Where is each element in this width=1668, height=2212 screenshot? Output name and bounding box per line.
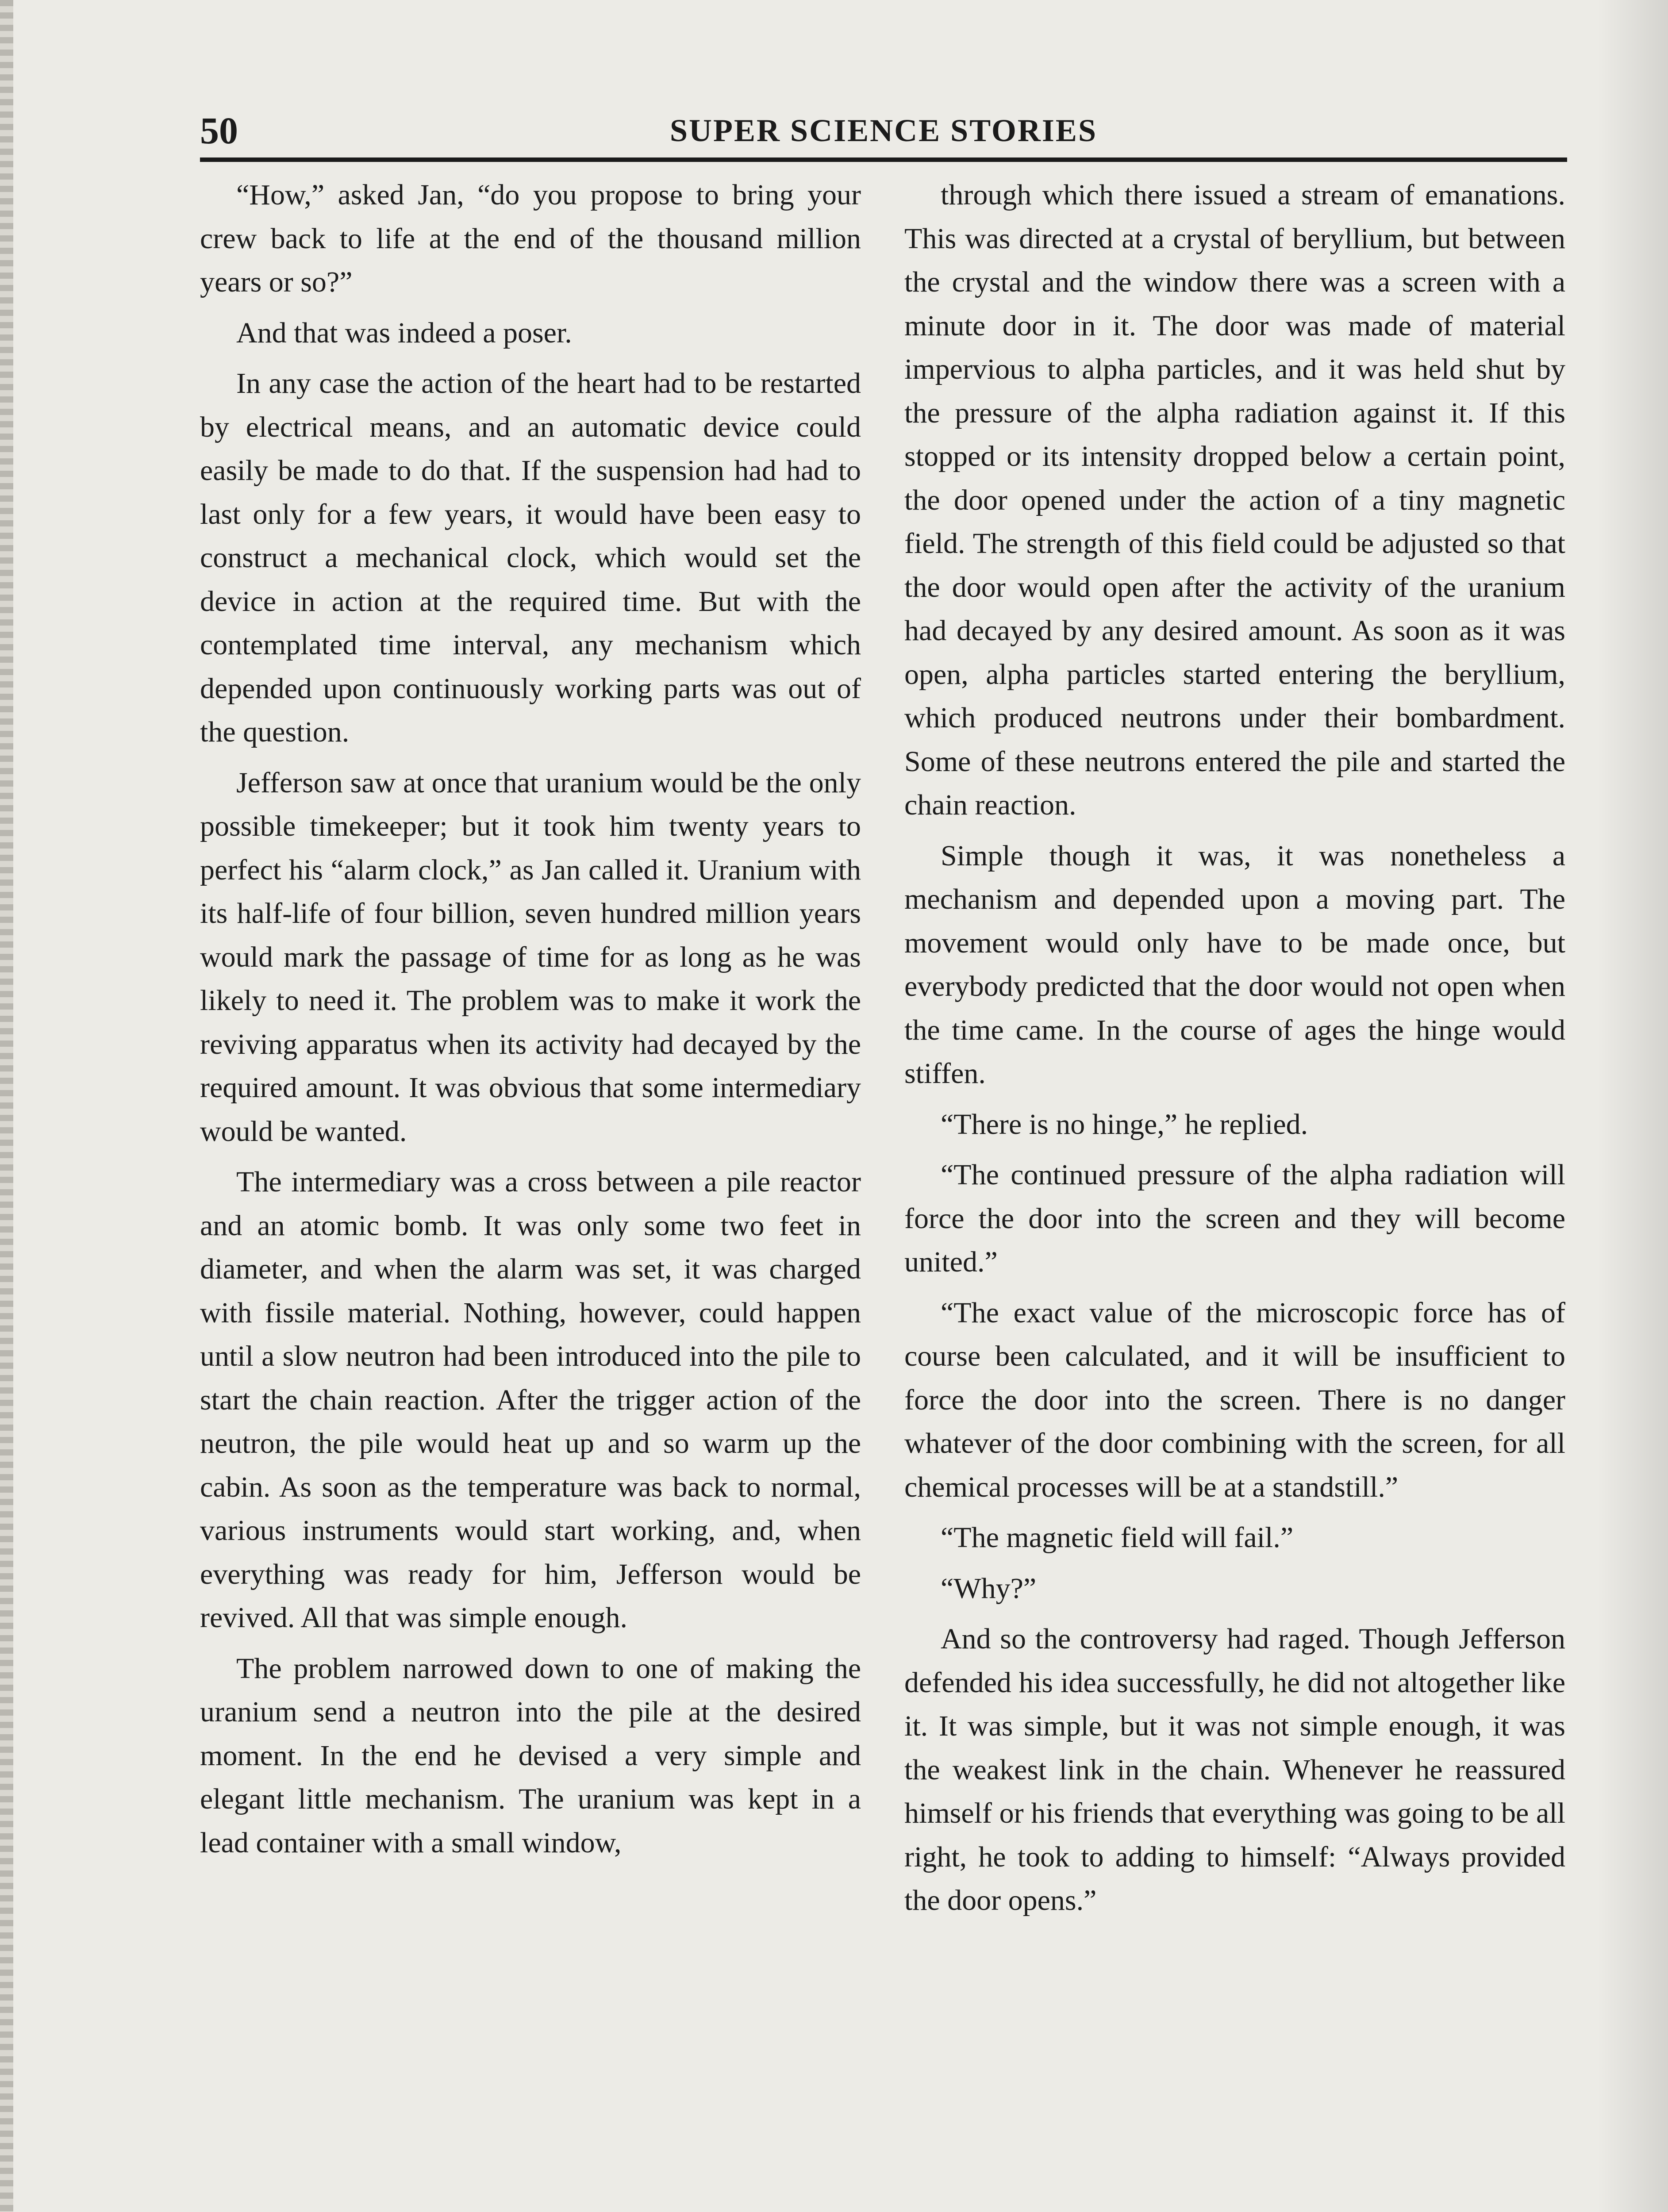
page-shadow	[1597, 0, 1668, 2212]
paragraph: “The exact value of the microscopic force has of course been calculated, and it will be insufficient to force the door into the screen. There is no danger whatever of the door combining with the screen, for all chemical processes will be at a standstill.”	[904, 1296, 1565, 1503]
page-binding-edge	[0, 0, 13, 2212]
paragraph: And so the controversy had raged. Though Jefferson defended his idea successfully, he did not altogether like it. It was simple, but it was not simple enough, it was the weakest link in the chain. Whenever he reassured himself or his friends that everything was going to be all right, he took to adding to himself: “Always provided the door opens.”	[904, 1623, 1565, 1916]
paragraph: The intermediary was a cross between a pile reactor and an atomic bomb. It was only some two feet in diameter, and when the alarm was set, it was charged with fissile material. Nothing, however, could happen until a slow neutron had been introduced into the pile to start the chain reaction. After the trigger action of the neutron, the pile would heat up and so warm up the cabin. As soon as the temperature was back to normal, various instruments would start working, and, when everything was ready for him, Jefferson would be revived. All that was simple enough.	[200, 1166, 861, 1634]
header-rule	[200, 157, 1567, 162]
paragraph: The problem narrowed down to one of making the uranium send a neutron into the pile at the desired moment. In the end he devised a very simple and elegant little mechanism. The uranium was kept in a lead container with a small window,	[200, 1652, 861, 1859]
paragraph: through which there issued a stream of emanations. This was directed at a crystal of beryllium, but between the crystal and the window there was a screen with a minute door in it. The door was made of material impervious to alpha particles, and it was held shut by the pressure of the alpha radiation against it. If this stopped or its intensity dropped below a certain point, the door opened under the action of a tiny magnetic field. The strength of this field could be adjusted so that the door would open after the activity of the uranium had decayed by any desired amount. As soon as it was open, alpha particles started entering the beryllium, which produced neutrons under their bombardment. Some of these neutrons entered the pile and started the chain reaction.	[904, 179, 1565, 821]
paragraph: “Why?”	[941, 1572, 1037, 1605]
paragraph: “How,” asked Jan, “do you propose to bring your crew back to life at the end of the thousand million years or so?”	[200, 179, 861, 298]
paragraph: Simple though it was, it was nonetheless a mechanism and depended upon a moving part. The movement would only have to be made once, but everybody predicted that the door would not open when the time came. In the course of ages the hinge would stiffen.	[904, 839, 1565, 1090]
paragraph: “The magnetic field will fail.”	[941, 1521, 1294, 1554]
paragraph: In any case the action of the heart had to be restarted by electrical means, and an automatic device could easily be made to do that. If the suspension had had to last only for a few years, it would have been easy to construct a mechanical clock, which would set the device in action at the required time. But with the contemplated time interval, any mechanism which depended upon continuously working parts was out of the question.	[200, 367, 861, 748]
left-column	[200, 173, 861, 1872]
running-head	[200, 104, 1567, 157]
magazine-title: SUPER SCIENCE STORIES	[670, 113, 1097, 148]
paragraph: “There is no hinge,” he replied.	[941, 1108, 1308, 1141]
paragraph: And that was indeed a poser.	[236, 316, 572, 349]
right-column	[904, 173, 1565, 1930]
paragraph: “The continued pressure of the alpha radiation will force the door into the screen and they will become united.”	[904, 1159, 1565, 1278]
page-number: 50	[200, 109, 238, 152]
paragraph: Jefferson saw at once that uranium would be the only possible timekeeper; but it took him twenty years to perfect his “alarm clock,” as Jan called it. Uranium with its half-life of four billion, seven hundred million years would mark the passage of time for as long as he was likely to need it. The problem was to make it work the reviving apparatus when its activity had decayed by the required amount. It was obvious that some intermediary would be wanted.	[200, 766, 861, 1148]
